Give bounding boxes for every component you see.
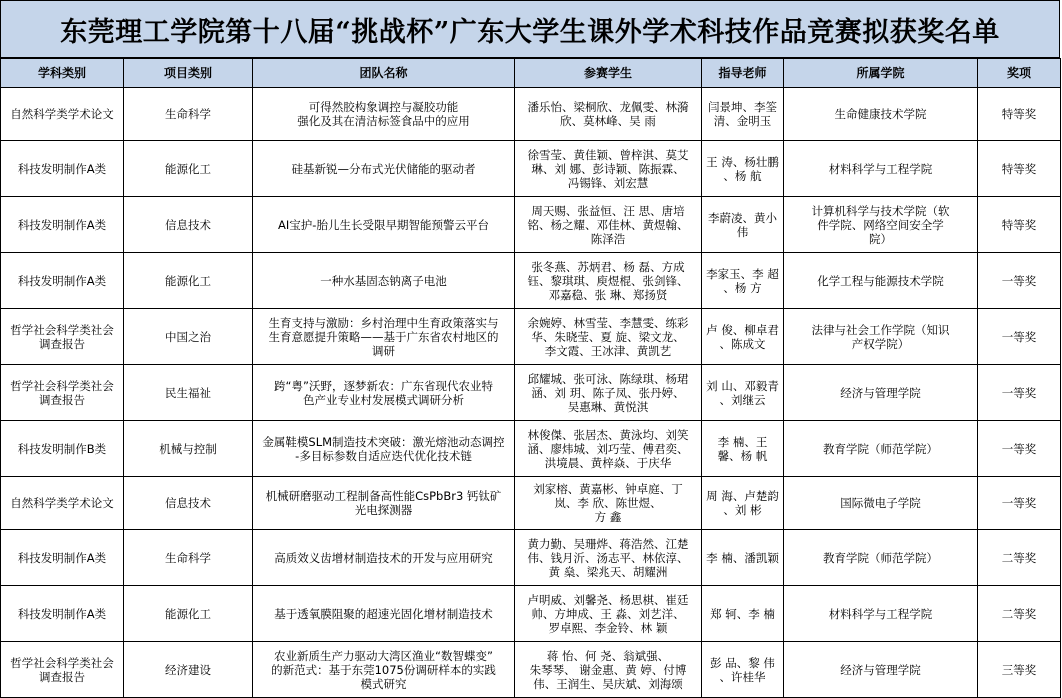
col-header-team: 团队名称 xyxy=(253,59,515,88)
cell-advisors: 彭 品、黎 伟 、许桂华 xyxy=(702,642,784,698)
cell-students: 潘乐怡、梁桐欣、龙佩雯、林漪 欣、莫林峰、吴 雨 xyxy=(515,88,702,141)
cell-college: 化学工程与能源技术学院 xyxy=(784,253,978,309)
cell-category: 能源化工 xyxy=(124,586,253,642)
cell-category: 信息技术 xyxy=(124,197,253,253)
col-header-subject: 学科类别 xyxy=(1,59,124,88)
cell-subject: 科技发明制作A类 xyxy=(1,586,124,642)
cell-students: 林俊傑、张居杰、黄泳均、刘笑 涵、廖炜城、刘巧莹、傅君奕、 洪境晨、黄梓焱、于庆华 xyxy=(515,421,702,477)
cell-award: 特等奖 xyxy=(978,197,1061,253)
cell-advisors: 郑 轲、李 楠 xyxy=(702,586,784,642)
cell-team: 跨“粤”沃野，逐梦新农：广东省现代农业特 色产业专业村发展模式调研分析 xyxy=(253,365,515,421)
cell-college: 计算机科学与技术学院（软 件学院、网络空间安全学 院） xyxy=(784,197,978,253)
cell-award: 一等奖 xyxy=(978,365,1061,421)
cell-award: 特等奖 xyxy=(978,141,1061,197)
cell-advisors: 刘 山、邓毅青 、刘继云 xyxy=(702,365,784,421)
cell-category: 经济建设 xyxy=(124,642,253,698)
table-row xyxy=(1,421,1061,477)
cell-college: 经济与管理学院 xyxy=(784,365,978,421)
cell-subject: 自然科学类学术论文 xyxy=(1,477,124,530)
cell-team: 机械研磨驱动工程制备高性能CsPbBr3 钙钛矿 光电探测器 xyxy=(253,477,515,530)
cell-subject: 自然科学类学术论文 xyxy=(1,88,124,141)
cell-award: 一等奖 xyxy=(978,477,1061,530)
cell-college: 材料科学与工程学院 xyxy=(784,586,978,642)
col-header-award: 奖项 xyxy=(978,59,1061,88)
cell-subject: 科技发明制作B类 xyxy=(1,421,124,477)
header-row xyxy=(1,59,1061,88)
cell-advisors: 王 涛、杨壮鹏 、杨 航 xyxy=(702,141,784,197)
table-row xyxy=(1,477,1061,530)
cell-subject: 科技发明制作A类 xyxy=(1,530,124,586)
col-header-category: 项目类别 xyxy=(124,59,253,88)
cell-award: 一等奖 xyxy=(978,253,1061,309)
cell-advisors: 卢 俊、柳卓君 、陈成文 xyxy=(702,309,784,365)
cell-category: 民生福祉 xyxy=(124,365,253,421)
award-table xyxy=(0,58,1061,698)
cell-students: 周天赐、张益恒、汪 思、唐培 铭、杨之耀、邓佳林、黄煜翰、 陈泽浩 xyxy=(515,197,702,253)
table-row xyxy=(1,197,1061,253)
cell-category: 机械与控制 xyxy=(124,421,253,477)
cell-team: 一种水基固态钠离子电池 xyxy=(253,253,515,309)
page-title: 东莞理工学院第十八届“挑战杯”广东大学生课外学术科技作品竞赛拟获奖名单 xyxy=(0,0,1060,58)
cell-award: 一等奖 xyxy=(978,421,1061,477)
cell-college: 材料科学与工程学院 xyxy=(784,141,978,197)
cell-award: 三等奖 xyxy=(978,642,1061,698)
table-row xyxy=(1,642,1061,698)
cell-students: 邱耀城、张可泳、陈绿琪、杨珺 涵、刘 玥、陈子凤、张丹婷、 吴惠琳、黄悦淇 xyxy=(515,365,702,421)
cell-advisors: 李 楠、王 馨、杨 帆 xyxy=(702,421,784,477)
cell-category: 中国之治 xyxy=(124,309,253,365)
table-row xyxy=(1,253,1061,309)
cell-subject: 哲学社会科学类社会 调查报告 xyxy=(1,365,124,421)
table-row xyxy=(1,586,1061,642)
cell-college: 经济与管理学院 xyxy=(784,642,978,698)
cell-students: 刘家榕、黄嘉彬、钟卓庭、丁 岚、李 欣、陈世煜、 方 鑫 xyxy=(515,477,702,530)
cell-college: 法律与社会工作学院（知识 产权学院） xyxy=(784,309,978,365)
cell-award: 一等奖 xyxy=(978,309,1061,365)
cell-subject: 科技发明制作A类 xyxy=(1,253,124,309)
table-row xyxy=(1,309,1061,365)
cell-subject: 科技发明制作A类 xyxy=(1,141,124,197)
cell-category: 生命科学 xyxy=(124,88,253,141)
cell-college: 国际微电子学院 xyxy=(784,477,978,530)
table-row xyxy=(1,365,1061,421)
cell-team: AI宝护-胎儿生长受限早期智能预警云平台 xyxy=(253,197,515,253)
cell-award: 二等奖 xyxy=(978,530,1061,586)
col-header-college: 所属学院 xyxy=(784,59,978,88)
cell-team: 可得然胶构象调控与凝胶功能 强化及其在清洁标签食品中的应用 xyxy=(253,88,515,141)
table-row xyxy=(1,88,1061,141)
cell-students: 徐雪莹、黄佳颖、曾梓淇、莫艾 琳、刘 娜、彭诗颖、陈振霖、 冯锡锋、刘宏慧 xyxy=(515,141,702,197)
cell-students: 黄力勤、吴珊烨、蒋浩然、江楚 伟、钱月沂、汤志平、林依淳、 黄 燊、梁兆天、胡耀洲 xyxy=(515,530,702,586)
col-header-students: 参赛学生 xyxy=(515,59,702,88)
cell-advisors: 周 海、卢楚韵 、刘 彬 xyxy=(702,477,784,530)
cell-category: 能源化工 xyxy=(124,141,253,197)
cell-advisors: 闫景坤、李筌 清、金明玉 xyxy=(702,88,784,141)
cell-college: 教育学院（师范学院） xyxy=(784,530,978,586)
cell-students: 张冬燕、苏炳君、杨 磊、方成 钰、黎琪琪、庾煜棍、张剑锋、 邓嘉稳、张 琳、郑扬贤 xyxy=(515,253,702,309)
cell-college: 教育学院（师范学院） xyxy=(784,421,978,477)
cell-team: 基于透氧膜阻聚的超速光固化增材制造技术 xyxy=(253,586,515,642)
cell-subject: 哲学社会科学类社会 调查报告 xyxy=(1,642,124,698)
cell-subject: 哲学社会科学类社会 调查报告 xyxy=(1,309,124,365)
cell-award: 二等奖 xyxy=(978,586,1061,642)
cell-advisors: 李家玉、李 超 、杨 方 xyxy=(702,253,784,309)
table-row xyxy=(1,141,1061,197)
cell-team: 金属鞋模SLM制造技术突破：激光熔池动态调控 -多目标参数自适应迭代优化技术链 xyxy=(253,421,515,477)
cell-students: 余婉婷、林雪莹、李慧雯、练彩 华、朱晓莹、夏 旋、梁文龙、 李文霞、王冰津、黄凯艺 xyxy=(515,309,702,365)
cell-award: 特等奖 xyxy=(978,88,1061,141)
cell-category: 能源化工 xyxy=(124,253,253,309)
cell-college: 生命健康技术学院 xyxy=(784,88,978,141)
cell-advisors: 李蔚凌、黄小 伟 xyxy=(702,197,784,253)
cell-team: 硅基新锐—分布式光伏储能的驱动者 xyxy=(253,141,515,197)
cell-subject: 科技发明制作A类 xyxy=(1,197,124,253)
col-header-advisors: 指导老师 xyxy=(702,59,784,88)
cell-team: 高质效义齿增材制造技术的开发与应用研究 xyxy=(253,530,515,586)
cell-students: 卢明威、刘馨尧、杨思棋、崔廷 帅、方坤成、王 淼、刘艺洋、 罗卓熙、李金铃、林 颖 xyxy=(515,586,702,642)
cell-students: 蒋 怡、何 尧、翁斌强、 朱琴琴、 谢金惠、黄 婷、付博 伟、王润生、吴庆斌、刘海颂 xyxy=(515,642,702,698)
cell-advisors: 李 楠、潘凯颖 xyxy=(702,530,784,586)
table-row xyxy=(1,530,1061,586)
cell-category: 生命科学 xyxy=(124,530,253,586)
cell-category: 信息技术 xyxy=(124,477,253,530)
cell-team: 农业新质生产力驱动大湾区渔业“数智蝶变” 的新范式：基于东莞1075份调研样本的实践 模式研究 xyxy=(253,642,515,698)
cell-team: 生育支持与激励：乡村治理中生育政策落实与 生育意愿提升策略——基于广东省农村地区的 调研 xyxy=(253,309,515,365)
